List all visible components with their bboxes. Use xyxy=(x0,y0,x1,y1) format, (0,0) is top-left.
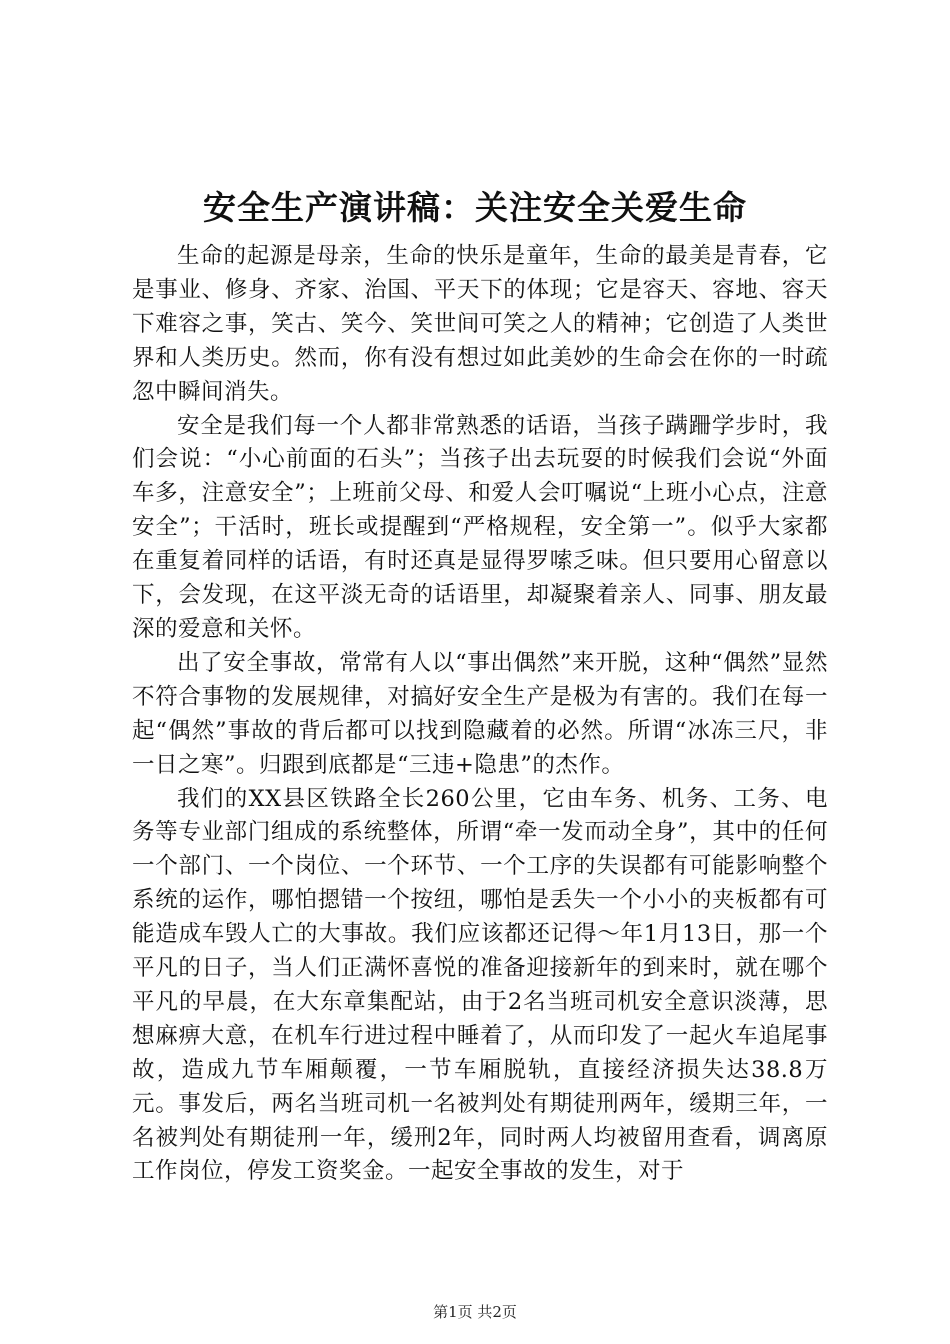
document-title: 安全生产演讲稿：关注安全关爱生命 xyxy=(203,188,747,227)
paragraph-3: 出了安全事故，常常有人以“事出偶然”来开脱，这种“偶然”显然不符合事物的发展规律，对搞好安全生产是极为有害的。我们在每一起“偶然”事故的背后都可以找到隐藏着的必然。所谓“冰冻三尺，非一日之寒”。归跟到底都是“三违+隐患”的杰作。 xyxy=(132,649,828,778)
paragraph-4: 我们的XX县区铁路全长260公里，它由车务、机务、工务、电务等专业部门组成的系统整体，所谓“牵一发而动全身”，其中的任何一个部门、一个岗位、一个环节、一个工序的失误都有可能影响整个系统的运作，哪怕摁错一个按纽，哪怕是丢失一个小小的夹板都有可能造成车毁人亡的大事故。我们应该都还记得～年1月13日，那一个平凡的日子，当人们正满怀喜悦的准备迎接新年的到来时，就在哪个平凡的早晨，在大东章集配站，由于2名当班司机安全意识淡薄，思想麻痹大意，在机车行进过程中睡着了，从而印发了一起火车追尾事故，造成九节车厢颠覆，一节车厢脱轨，直接经济损失达38.8万元。事发后，两名当班司机一名被判处有期徒刑两年，缓期三年，一名被判处有期徒刑一年，缓刑2年，同时两人均被留用查看，调离原工作岗位，停发工资奖金。一起安全事故的发生，对于 xyxy=(132,785,828,1185)
paragraph-1: 生命的起源是母亲，生命的快乐是童年，生命的最美是青春，它是事业、修身、齐家、治国、平天下的体现；它是容天、容地、容天下难容之事，笑古、笑今、笑世间可笑之人的精神；它创造了人类世界和人类历史。然而，你有没有想过如此美妙的生命会在你的一时疏忽中瞬间消失。 xyxy=(132,243,828,405)
paragraph-2: 安全是我们每一个人都非常熟悉的话语，当孩子蹒跚学步时，我们会说：“小心前面的石头”；当孩子出去玩耍的时候我们会说“外面车多，注意安全”；上班前父母、和爱人会叮嘱说“上班小心点，注意安全”；干活时，班长或提醒到“严格规程，安全第一”。似乎大家都在重复着同样的话语，有时还真是显得罗嗦乏味。但只要用心留意以下，会发现，在这平淡无奇的话语里，却凝聚着亲人、同事、朋友最深的爱意和关怀。 xyxy=(132,412,828,642)
page-footer: 第1页 共2页 xyxy=(433,1303,517,1321)
document-body xyxy=(132,240,828,1189)
